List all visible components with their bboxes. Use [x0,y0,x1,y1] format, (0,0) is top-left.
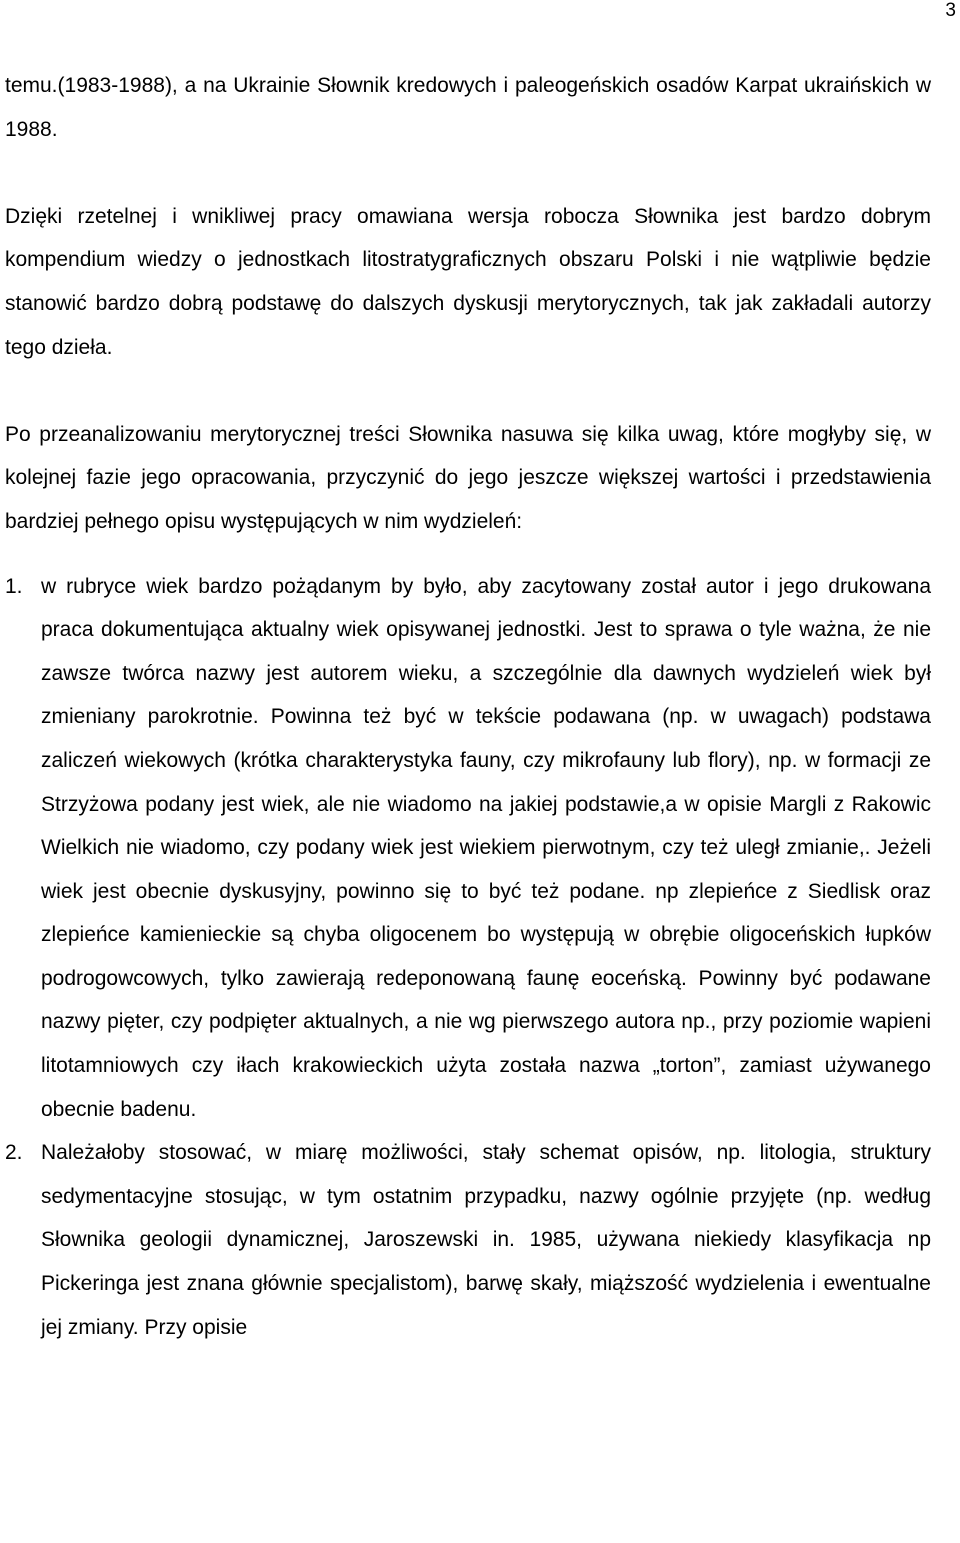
list-item [5,565,931,1132]
list-item-number: 1. [5,574,23,598]
list-item-text: Należałoby stosować, w miarę możliwości, stały schemat opisów, np. litologia, struktury sedymentacyjne stosując, w tym ostatnim przypadku, nazwy ogólnie przyjęte (np. według Słownika geologii dynamicznej, Jaroszewski in. 1985, używana niekiedy klasyfikacja np Pickeringa jest znana głównie specjalistom), barwę skały, miąższość wydzielenia i ewentualne jej zmiany. Przy opisie [41,1141,931,1339]
page-number: 3 [945,0,956,21]
paragraph-remarks-intro: Po przeanalizowaniu merytorycznej treści Słownika nasuwa się kilka uwag, które mogłyby się, w kolejnej fazie jego opracowania, przyczynić do jego jeszcze większej wartości i przedstawienia bardziej pełnego opisu występujących w nim wydzieleń: [5,422,931,533]
remarks-list [5,565,931,1350]
paragraph-assessment: Dzięki rzetelnej i wnikliwej pracy omawiana wersja robocza Słownika jest bardzo dobrym kompendium wiedzy o jednostkach litostratygraficznych obszaru Polski i nie wątpliwie będzie stanowić bardzo dobrą podstawę do dalszych dyskusji merytorycznych, tak jak zakładali autorzy tego dzieła. [5,204,931,359]
list-item-number: 2. [5,1141,23,1165]
document-body [5,64,931,1349]
paragraph-intro-continuation: temu.(1983-1988), a na Ukrainie Słownik kredowych i paleogeńskich osadów Karpat ukraińskich w 1988. [5,74,931,141]
list-item [5,1131,931,1349]
list-item-text: w rubryce wiek bardzo pożądanym by było, aby zacytowany został autor i jego drukowana praca dokumentująca aktualny wiek opisywanej jednostki. Jest to sprawa o tyle ważna, że nie zawsze twórca nazwy jest autorem wieku, a szczególnie dla dawnych wydzieleń wiek był zmieniany parokrotnie. Powinna też być w tekście podawana (np. w uwagach) podstawa zaliczeń wiekowych (krótka charakterystyka fauny, czy mikrofauny lub flory), np. w formacji ze Strzyżowa podany jest wiek, ale nie wiadomo na jakiej podstawie,a w opisie Margli z Rakowic Wielkich nie wiadomo, czy podany wiek jest wiekiem pierwotnym, czy też uległ zmianie,. Jeżeli wiek jest obecnie dyskusyjny, powinno się to być też podane. np zlepieńce z Siedlisk oraz zlepieńce kamienieckie są chyba oligocenem bo występują w obrębie oligoceńskich łupków podrogowcowych, tylko zawierają redeponowaną faunę eoceńską. Powinny być podawane nazwy pięter, czy podpięter aktualnych, a nie wg pierwszego autora np., przy poziomie wapieni litotamniowych czy iłach krakowieckich użyta została nazwa „torton”, zamiast używanego obecnie badenu. [41,574,931,1121]
